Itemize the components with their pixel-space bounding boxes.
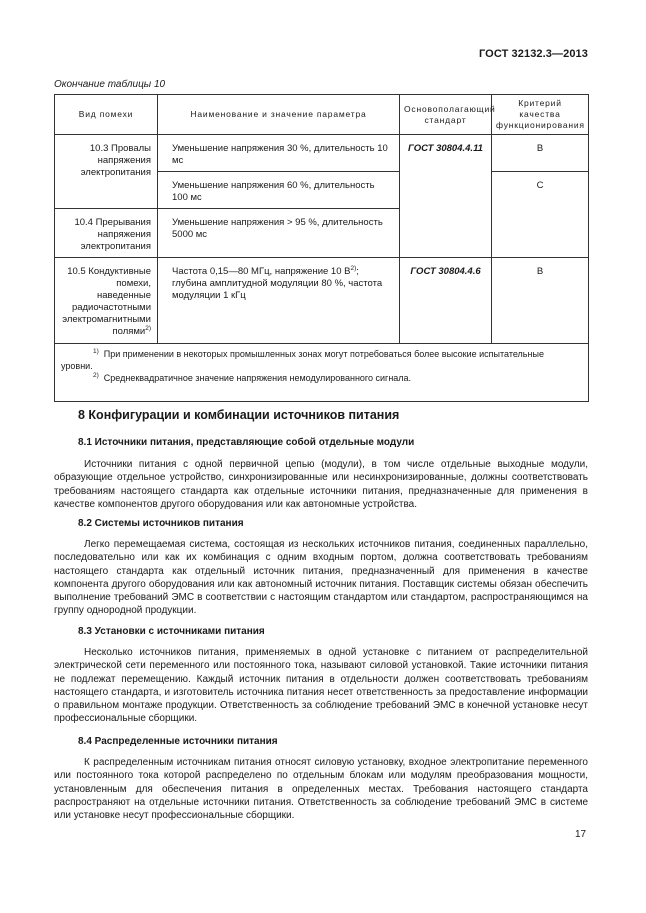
subsection-title: 8.3 Установки с источниками питания bbox=[78, 626, 265, 637]
subsection-title: 8.4 Распределенные источники питания bbox=[78, 736, 278, 747]
table-row bbox=[55, 135, 589, 172]
paragraph: Легко перемещаемая система, состоящая из нескольких источников питания, соединенных параллельно, последовательно или как их комбинация с одним входным портом, должна соответствовать требованиям настоящего стандарта как отдельный источник питания, предназначенный для применения в качестве компонента другого оборудования или как автономный источник питания. Поставщик системы обязан обеспечить выполнение требований ЭМС в соответствии с настоящим стандартом или стандартом, распространяющимся на группу однородной продукции. bbox=[54, 539, 588, 617]
column-header: Вид помехи bbox=[55, 95, 158, 135]
footnote bbox=[61, 348, 578, 372]
footnote-text: При применении в некоторых промышленных зонах могут потребоваться более высокие испытательные уровни. bbox=[61, 349, 544, 371]
table-header-row bbox=[55, 95, 589, 135]
parameter-cell: Уменьшение напряжения 30 %, длительность 10 мс bbox=[158, 135, 400, 172]
interference-type-cell: 10.4 Прерывания напряжения электропитания bbox=[55, 209, 158, 258]
footnote-mark: 1) bbox=[93, 348, 99, 355]
spec-table bbox=[54, 94, 589, 402]
parameter-cell: Уменьшение напряжения > 95 %, длительность 5000 мс bbox=[158, 209, 400, 258]
parameter-cell: Уменьшение напряжения 60 %, длительность 100 мс bbox=[158, 172, 400, 209]
column-header: Основополагающий стандарт bbox=[400, 95, 492, 135]
footnote-text: Среднеквадратичное значение напряжения немодулированного сигнала. bbox=[103, 373, 412, 383]
footnote bbox=[61, 372, 578, 384]
table-footnote-row bbox=[55, 344, 589, 402]
column-header: Наименование и значение параметра bbox=[158, 95, 400, 135]
footnote-mark: 2) bbox=[93, 372, 99, 379]
table-caption: Окончание таблицы 10 bbox=[54, 79, 166, 90]
column-header: Критерий качества функционирования bbox=[492, 95, 589, 135]
footnotes-cell bbox=[55, 344, 589, 402]
footnote-ref: 2) bbox=[145, 324, 151, 332]
parameter-text: ; глубина амплитудной модуляции 80 %, частота модуляции 1 кГц bbox=[172, 266, 383, 301]
footnote-ref: 2) bbox=[350, 264, 357, 272]
interference-type-cell: 10.3 Провалы напряжения электропитания bbox=[55, 135, 158, 209]
criteria-cell: C bbox=[492, 172, 589, 258]
interference-type-cell bbox=[55, 258, 158, 344]
paragraph: Несколько источников питания, применяемых в одной установке с питанием от распределительной электрической сети переменного или постоянного тока, называют силовой установкой. Такие источники питания не подлежат перемещению. Каждый источник питания в отдельности должен соответствовать требованиям настоящего стандарта, и изготовитель источника питания несет ответственность за предоставление информации о правильном монтаже продукции. Ответственность за соблюдение требований ЭМС в конечной установке несут профессиональные сборщики. bbox=[54, 647, 588, 725]
subsection-title: 8.2 Системы источников питания bbox=[78, 518, 244, 529]
parameter-cell bbox=[158, 258, 400, 344]
criteria-cell: B bbox=[492, 258, 589, 344]
subsection-title: 8.1 Источники питания, представляющие собой отдельные модули bbox=[78, 437, 415, 448]
document-id: ГОСТ 32132.3—2013 bbox=[478, 48, 588, 60]
section-title: 8 Конфигурации и комбинации источников питания bbox=[78, 408, 400, 422]
page-number: 17 bbox=[575, 829, 587, 840]
interference-type-text: 10.5 Кондуктивные помехи, наведенные радиочастотными электромагнитными полями bbox=[62, 266, 151, 337]
paragraph: К распределенным источникам питания относят силовую установку, входное электропитание переменного или постоянного тока которой распределено по отдельным блокам или модулям преобразования мощности, установленным для обеспечения питания в определенных местах. Требования настоящего стандарта распространяют на отдельные источники питания. Ответственность за соблюдение требований ЭМС в системе или установке несут профессиональные сборщики. bbox=[54, 757, 588, 822]
standard-cell: ГОСТ 30804.4.6 bbox=[400, 258, 492, 344]
standard-cell: ГОСТ 30804.4.11 bbox=[400, 135, 492, 258]
parameter-text: Частота 0,15—80 МГц, напряжение 10 В bbox=[172, 266, 351, 277]
paragraph: Источники питания с одной первичной цепью (модули), в том числе отдельные выходные модули, образующие отдельное устройство, синхронизированные или несинхронизированные, должны соответствовать требованиям настоящего стандарта как отдельные источники питания, предназначенные для применения в качестве компонентов другого оборудования или как автономные устройства. bbox=[54, 459, 588, 510]
criteria-cell: B bbox=[492, 135, 589, 172]
table-row bbox=[55, 258, 589, 344]
